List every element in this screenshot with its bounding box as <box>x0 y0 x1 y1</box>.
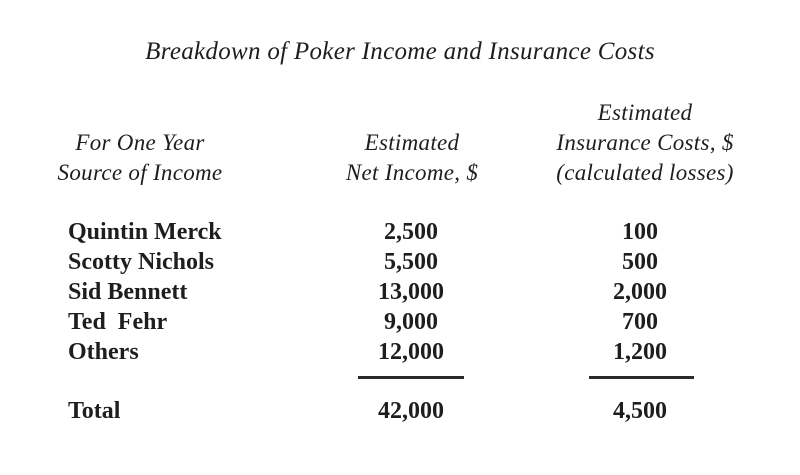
header-insurance-costs <box>520 98 770 188</box>
total-row <box>0 396 800 426</box>
header-line: For One Year <box>75 130 205 155</box>
insurance-cost-value: 500 <box>622 249 658 275</box>
table-row <box>0 337 800 367</box>
header-line: Net Income, $ <box>345 160 479 185</box>
total-net-income: 42,000 <box>378 398 444 424</box>
table-title: Breakdown of Poker Income and Insurance Costs <box>145 38 655 65</box>
table-row <box>0 217 800 247</box>
total-label: Total <box>68 398 121 424</box>
sum-rule-net-income <box>358 376 464 379</box>
table-row <box>0 247 800 277</box>
header-line: Estimated <box>364 130 460 155</box>
header-source-of-income <box>20 128 260 188</box>
header-line: (calculated losses) <box>556 160 734 185</box>
insurance-cost-value: 1,200 <box>613 339 667 365</box>
insurance-cost-value: 700 <box>622 309 658 335</box>
header-line: Source of Income <box>57 160 223 185</box>
insurance-cost-value: 100 <box>622 219 658 245</box>
source-name: Ted Fehr <box>68 309 168 335</box>
table-row-total <box>0 396 800 426</box>
header-line: Estimated <box>597 100 693 125</box>
source-name: Others <box>68 339 139 365</box>
header-line: Insurance Costs, $ <box>556 130 734 155</box>
net-income-value: 9,000 <box>384 309 438 335</box>
header-net-income <box>312 128 512 188</box>
source-name: Scotty Nichols <box>68 249 214 275</box>
net-income-value: 2,500 <box>384 219 438 245</box>
net-income-value: 12,000 <box>378 339 444 365</box>
total-insurance-cost: 4,500 <box>613 398 667 424</box>
table-row <box>0 277 800 307</box>
net-income-value: 13,000 <box>378 279 444 305</box>
net-income-value: 5,500 <box>384 249 438 275</box>
sum-rule-insurance <box>589 376 694 379</box>
insurance-cost-value: 2,000 <box>613 279 667 305</box>
table-body <box>0 217 800 367</box>
source-name: Quintin Merck <box>68 219 222 245</box>
table-row <box>0 307 800 337</box>
source-name: Sid Bennett <box>68 279 188 305</box>
